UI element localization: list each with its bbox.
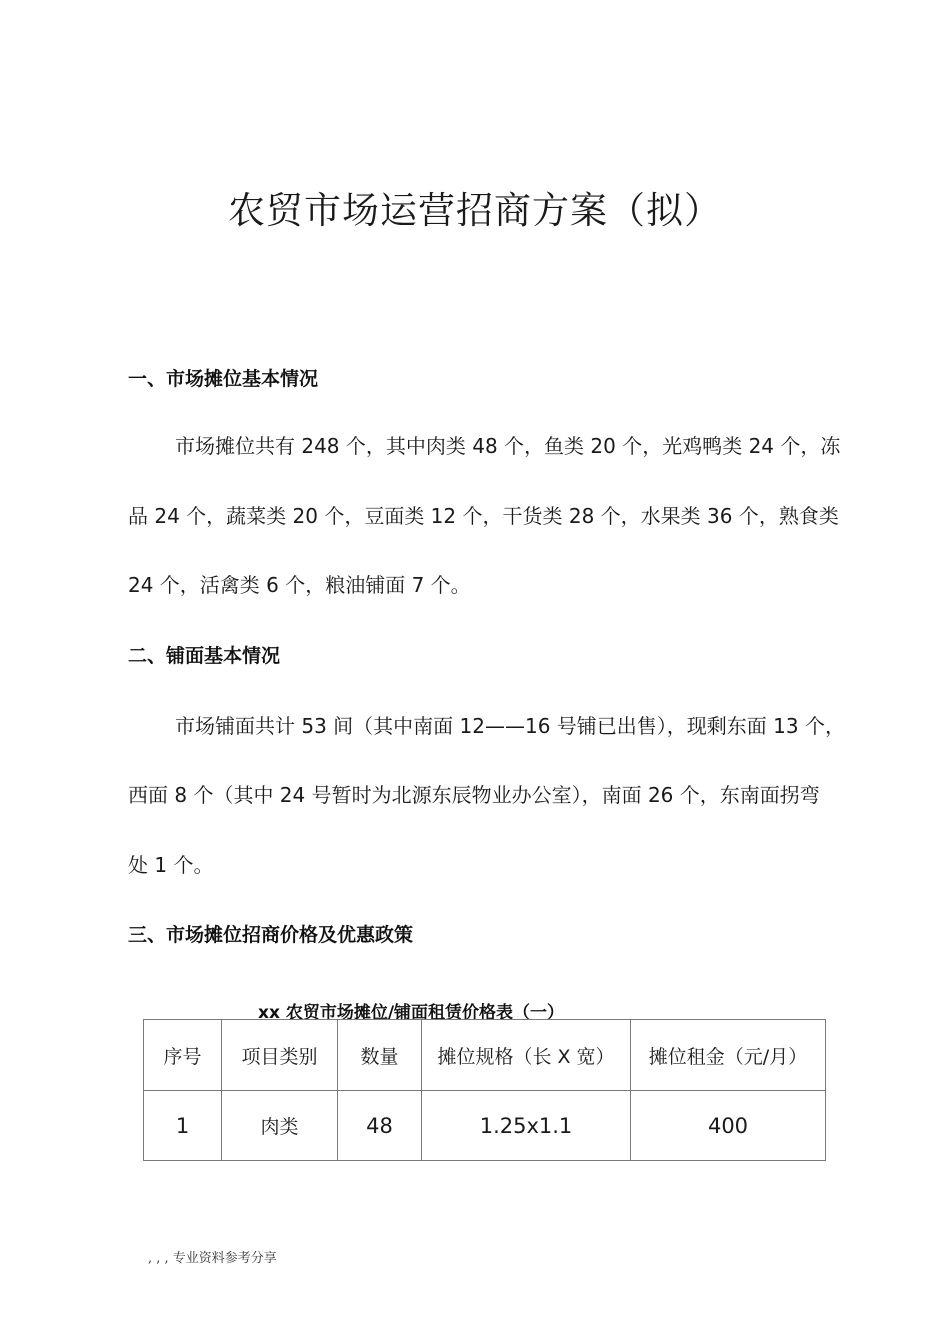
- table-row: [144, 1091, 826, 1161]
- table-header-row: [144, 1020, 826, 1091]
- header-cell: 项目类别: [222, 1020, 338, 1091]
- header-cell: 摊位规格（长 X 宽）: [422, 1020, 631, 1091]
- table-cell: 1.25x1.1: [422, 1091, 631, 1161]
- section-2-line-2: 西面 8 个（其中 24 号暂时为北源东辰物业办公室），南面 26 个，东南面拐弯: [128, 783, 820, 807]
- section-2-line-1: 市场铺面共计 53 间（其中南面 12——16 号铺已出售），现剩东面 13 个，: [175, 714, 845, 738]
- header-cell: 摊位租金（元/月）: [631, 1020, 826, 1091]
- table-cell: 1: [144, 1091, 222, 1161]
- section-3-heading: 三、市场摊位招商价格及优惠政策: [128, 924, 414, 946]
- header-cell: 数量: [338, 1020, 422, 1091]
- table-cell: 肉类: [222, 1091, 338, 1161]
- header-cell: 序号: [144, 1020, 222, 1091]
- table-title: xx 农贸市场摊位/铺面租赁价格表（一）: [258, 1003, 565, 1023]
- page-title: 农贸市场运营招商方案（拟）: [228, 189, 722, 232]
- section-1-line-1: 市场摊位共有 248 个，其中肉类 48 个，鱼类 20 个，光鸡鸭类 24 个，冻: [175, 434, 841, 458]
- footer-note: , , , 专业资料参考分享: [148, 1251, 277, 1266]
- section-1-heading: 一、市场摊位基本情况: [128, 368, 319, 390]
- section-1-line-3: 24 个，活禽类 6 个，粮油铺面 7 个。: [128, 573, 471, 597]
- price-table: [143, 1019, 826, 1161]
- section-2-line-3: 处 1 个。: [128, 853, 214, 877]
- section-2-heading: 二、铺面基本情况: [128, 645, 281, 667]
- section-1-line-2: 品 24 个，蔬菜类 20 个，豆面类 12 个，干货类 28 个，水果类 36 个，熟食类: [128, 504, 839, 528]
- table-cell: 48: [338, 1091, 422, 1161]
- table-cell: 400: [631, 1091, 826, 1161]
